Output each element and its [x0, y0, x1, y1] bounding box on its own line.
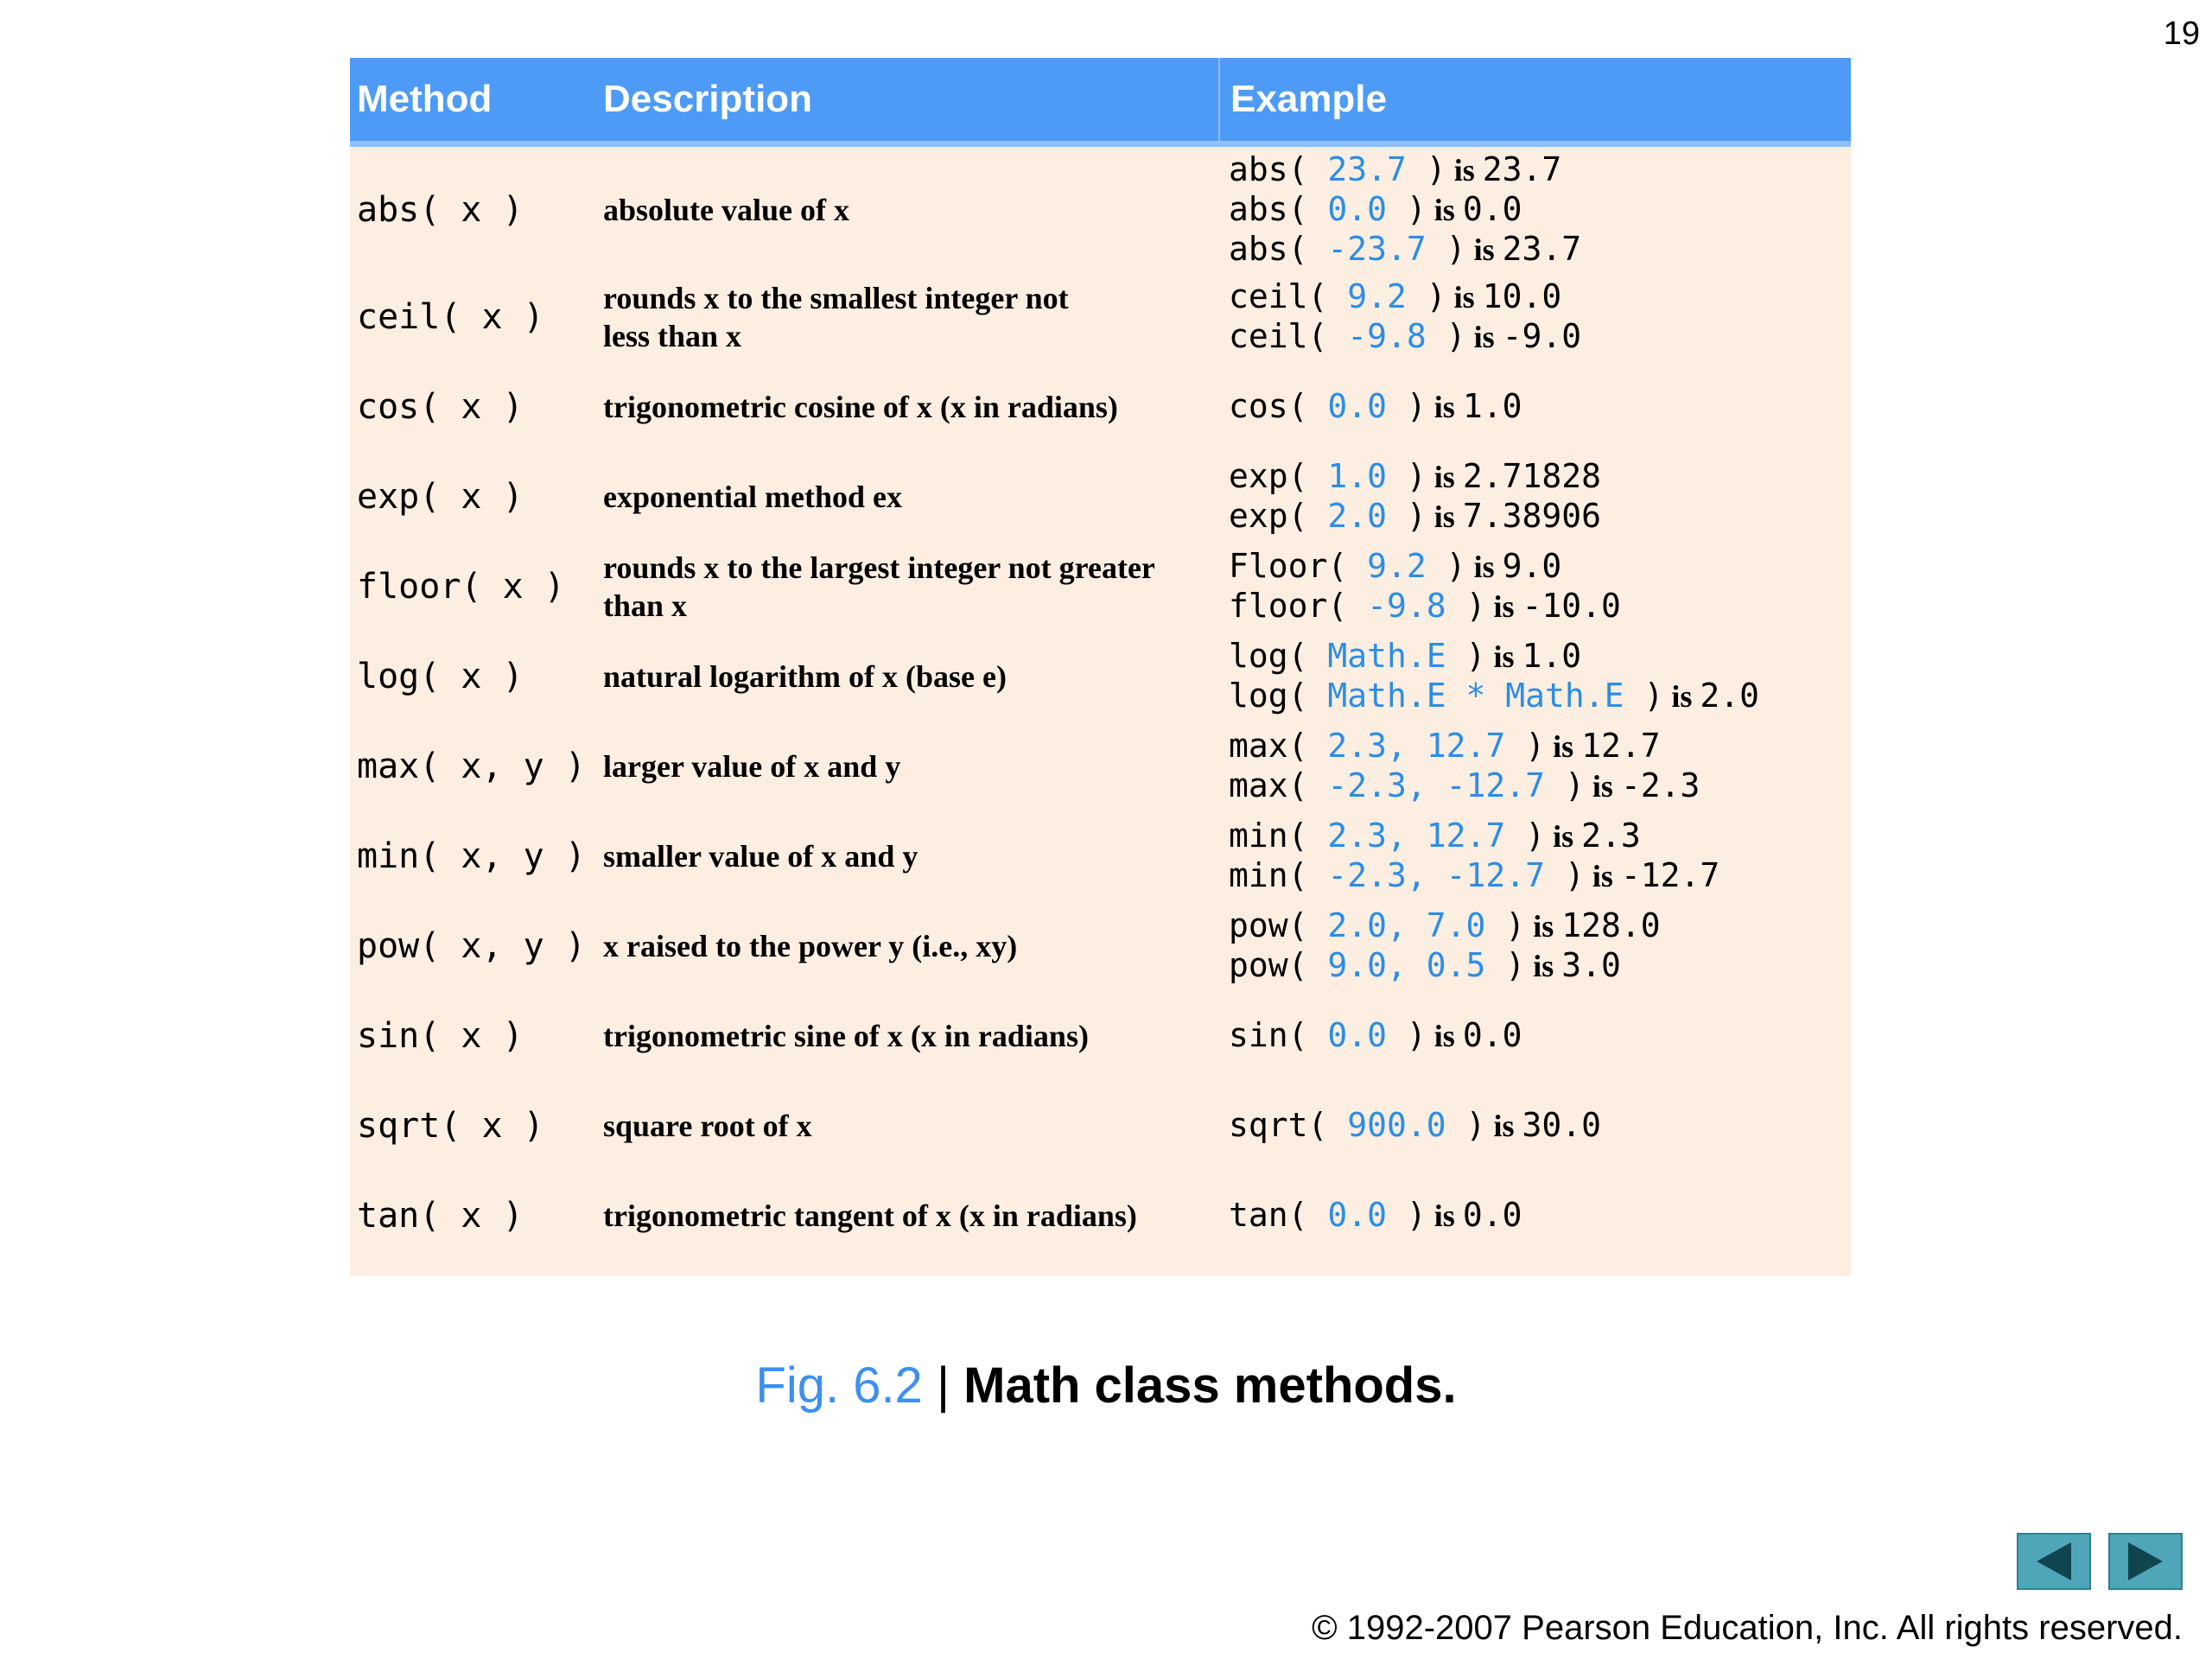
method-cell: [350, 190, 596, 230]
example-cell: [1218, 547, 1851, 626]
example-line: [1229, 817, 1851, 856]
description-cell: [596, 927, 1218, 965]
example-call: sqrt(: [1229, 1106, 1328, 1144]
method-cell: [350, 567, 596, 607]
method-cell: [350, 1196, 596, 1236]
example-cell: [1218, 1016, 1851, 1056]
example-result: 2.3: [1581, 817, 1641, 855]
example-line: [1229, 906, 1851, 946]
example-cell: [1218, 1196, 1851, 1236]
example-is-word: is: [1485, 1109, 1522, 1143]
example-result: -12.7: [1620, 856, 1720, 894]
method-cell: [350, 387, 596, 427]
example-is-word: is: [1426, 390, 1463, 424]
example-call: max(: [1229, 766, 1308, 804]
example-call: log(: [1229, 677, 1308, 715]
method-cell: [350, 747, 596, 786]
example-is-word: is: [1545, 819, 1582, 854]
example-argument: 2.3, 12.7: [1307, 727, 1526, 765]
example-result: 10.0: [1482, 277, 1562, 315]
description-cell: [596, 191, 1218, 229]
example-is-word: is: [1485, 589, 1522, 624]
caption-title: Math class methods.: [963, 1357, 1457, 1414]
example-call: pow(: [1229, 906, 1308, 944]
example-is-word: is: [1446, 280, 1483, 315]
example-is-word: is: [1525, 909, 1562, 944]
example-line: [1229, 727, 1851, 766]
example-line: [1229, 497, 1851, 537]
example-argument: 2.0: [1307, 497, 1407, 535]
example-argument: 23.7: [1307, 149, 1427, 188]
example-is-word: is: [1485, 639, 1522, 674]
next-slide-button[interactable]: [2108, 1533, 2183, 1590]
method-signature: tan( x ): [357, 1196, 524, 1236]
method-signature: max( x, y ): [357, 747, 586, 786]
example-argument: 900.0: [1327, 1106, 1466, 1144]
example-close-paren: ): [1446, 229, 1466, 268]
example-result: 30.0: [1522, 1106, 1601, 1144]
example-call: Floor(: [1229, 547, 1348, 585]
table-row: [350, 362, 1851, 452]
example-argument: 9.2: [1327, 277, 1427, 315]
example-line: [1229, 230, 1851, 270]
example-cell: [1218, 1106, 1851, 1146]
slide-navigation: [2017, 1533, 2183, 1590]
copyright-notice: © 1992-2007 Pearson Education, Inc. All rights reserved.: [1312, 1609, 2183, 1647]
example-result: 0.0: [1462, 1016, 1522, 1054]
method-cell: [350, 477, 596, 517]
example-call: sin(: [1229, 1016, 1308, 1054]
example-call: ceil(: [1229, 317, 1328, 355]
example-close-paren: ): [1406, 387, 1427, 425]
example-result: 23.7: [1482, 149, 1562, 188]
example-line: [1229, 547, 1851, 587]
example-line: [1229, 1106, 1851, 1146]
example-line: [1229, 677, 1851, 716]
example-line: [1229, 1196, 1851, 1236]
table-row: [350, 542, 1851, 632]
table-body: [350, 147, 1851, 1261]
example-call: ceil(: [1229, 277, 1328, 315]
example-cell: [1218, 457, 1851, 537]
example-call: exp(: [1229, 497, 1308, 535]
description-line: larger value of x and y: [603, 749, 901, 784]
right-triangle-icon: [2128, 1542, 2163, 1580]
caption-separator: |: [922, 1357, 964, 1414]
description-line: x raised to the power y (i.e., xy): [603, 929, 1018, 963]
method-cell: [350, 1016, 596, 1056]
example-line: [1229, 587, 1851, 626]
example-is-word: is: [1525, 949, 1562, 983]
example-call: log(: [1229, 637, 1308, 675]
description-cell: [596, 549, 1218, 625]
header-example: Example: [1218, 58, 1851, 141]
example-line: [1229, 190, 1851, 230]
method-signature: floor( x ): [357, 567, 565, 607]
description-line: trigonometric sine of x (x in radians): [603, 1019, 1089, 1053]
method-signature: abs( x ): [357, 189, 524, 230]
example-result: -10.0: [1522, 587, 1621, 625]
example-call: exp(: [1229, 457, 1308, 495]
example-argument: 0.0: [1307, 387, 1407, 425]
example-line: [1229, 317, 1851, 357]
example-line: [1229, 387, 1851, 427]
example-call: cos(: [1229, 387, 1308, 425]
example-close-paren: ): [1564, 766, 1585, 804]
caption-figure-number: Fig. 6.2: [755, 1357, 923, 1414]
table-row: [350, 1081, 1851, 1171]
method-cell: [350, 926, 596, 966]
previous-slide-button[interactable]: [2017, 1533, 2091, 1590]
example-close-paren: ): [1406, 457, 1427, 495]
example-result: 3.0: [1561, 946, 1621, 984]
method-signature: sqrt( x ): [357, 1106, 544, 1146]
example-is-word: is: [1465, 320, 1503, 354]
example-close-paren: ): [1465, 587, 1486, 625]
example-is-word: is: [1663, 679, 1700, 714]
example-line: [1229, 457, 1851, 497]
example-close-paren: ): [1426, 277, 1446, 315]
example-result: 1.0: [1462, 387, 1522, 425]
example-is-word: is: [1426, 499, 1463, 534]
table-row: [350, 901, 1851, 991]
example-is-word: is: [1465, 550, 1503, 584]
example-is-word: is: [1446, 152, 1483, 188]
method-signature: exp( x ): [357, 477, 524, 517]
description-line: less than x: [603, 319, 742, 353]
description-line: square root of x: [603, 1109, 812, 1143]
example-line: [1229, 946, 1851, 986]
example-line: [1229, 856, 1851, 896]
example-result: -9.0: [1502, 317, 1582, 355]
example-line: [1229, 150, 1851, 190]
example-close-paren: ): [1465, 1106, 1486, 1144]
description-line: trigonometric tangent of x (x in radians): [603, 1198, 1137, 1233]
example-result: 2.71828: [1462, 457, 1601, 495]
example-cell: [1218, 727, 1851, 806]
method-signature: sin( x ): [357, 1016, 524, 1056]
example-call: min(: [1229, 856, 1308, 894]
example-close-paren: ): [1406, 189, 1427, 228]
math-methods-table: [350, 58, 1851, 1276]
example-call: floor(: [1229, 587, 1348, 625]
description-cell: [596, 1017, 1218, 1055]
example-close-paren: ): [1446, 547, 1466, 585]
description-cell: [596, 837, 1218, 875]
table-row: [350, 272, 1851, 362]
example-line: [1229, 637, 1851, 677]
example-result: 12.7: [1581, 727, 1661, 765]
description-line: natural logarithm of x (base e): [603, 659, 1007, 694]
description-line: than x: [603, 588, 688, 623]
example-argument: -9.8: [1327, 317, 1446, 355]
example-close-paren: ): [1505, 946, 1526, 984]
figure-caption: [0, 1357, 2212, 1414]
example-result: -2.3: [1620, 766, 1700, 804]
example-argument: -2.3, -12.7: [1307, 856, 1565, 894]
example-close-paren: ): [1564, 856, 1585, 894]
table-row: [350, 1171, 1851, 1261]
example-cell: [1218, 637, 1851, 716]
example-cell: [1218, 150, 1851, 270]
example-call: abs(: [1229, 149, 1308, 188]
example-cell: [1218, 906, 1851, 986]
example-cell: [1218, 387, 1851, 427]
description-cell: [596, 1197, 1218, 1235]
example-argument: 9.0, 0.5: [1307, 946, 1506, 984]
method-signature: min( x, y ): [357, 836, 586, 876]
example-close-paren: ): [1525, 817, 1546, 855]
table-row: [350, 632, 1851, 721]
example-argument: Math.E: [1307, 637, 1466, 675]
description-cell: [596, 658, 1218, 696]
description-cell: [596, 279, 1218, 355]
table-row: [350, 452, 1851, 542]
example-is-word: is: [1545, 729, 1582, 764]
example-cell: [1218, 277, 1851, 357]
example-close-paren: ): [1505, 906, 1526, 944]
example-result: 9.0: [1502, 547, 1562, 585]
method-cell: [350, 836, 596, 876]
example-close-paren: ): [1406, 1196, 1427, 1234]
method-cell: [350, 657, 596, 696]
example-call: min(: [1229, 817, 1308, 855]
table-row: [350, 147, 1851, 272]
table-row: [350, 721, 1851, 811]
description-line: rounds x to the smallest integer not: [603, 281, 1069, 315]
example-result: 0.0: [1462, 1196, 1522, 1234]
example-close-paren: ): [1406, 497, 1427, 535]
description-cell: [596, 1107, 1218, 1145]
example-result: 0.0: [1462, 189, 1522, 228]
description-line: smaller value of x and y: [603, 839, 918, 874]
example-result: 2.0: [1700, 677, 1759, 715]
example-close-paren: ): [1643, 677, 1664, 715]
example-is-word: is: [1426, 460, 1463, 494]
example-argument: -23.7: [1307, 229, 1446, 268]
description-line: rounds x to the largest integer not greater: [603, 550, 1155, 585]
example-argument: 1.0: [1307, 457, 1407, 495]
method-signature: pow( x, y ): [357, 926, 586, 966]
example-line: [1229, 1016, 1851, 1056]
example-is-word: is: [1426, 1019, 1463, 1053]
left-triangle-icon: [2037, 1542, 2071, 1580]
example-cell: [1218, 817, 1851, 896]
example-call: max(: [1229, 727, 1308, 765]
example-is-word: is: [1584, 859, 1621, 893]
method-cell: [350, 1106, 596, 1146]
example-argument: 0.0: [1307, 189, 1407, 228]
example-call: tan(: [1229, 1196, 1308, 1234]
example-call: pow(: [1229, 946, 1308, 984]
description-cell: [596, 747, 1218, 785]
example-result: 1.0: [1522, 637, 1582, 675]
example-argument: 9.2: [1347, 547, 1446, 585]
example-close-paren: ): [1426, 149, 1446, 188]
example-result: 23.7: [1502, 229, 1582, 268]
description-cell: [596, 388, 1218, 426]
example-result: 128.0: [1561, 906, 1661, 944]
table-row: [350, 811, 1851, 901]
description-line: absolute value of x: [603, 192, 850, 227]
example-close-paren: ): [1525, 727, 1546, 765]
example-line: [1229, 277, 1851, 317]
example-argument: Math.E * Math.E: [1307, 677, 1644, 715]
slide-number: 19: [2163, 16, 2200, 52]
example-close-paren: ): [1465, 637, 1486, 675]
description-line: trigonometric cosine of x (x in radians): [603, 390, 1118, 424]
header-method: Method: [357, 78, 493, 120]
example-argument: 2.0, 7.0: [1307, 906, 1506, 944]
example-is-word: is: [1426, 192, 1463, 227]
method-signature: log( x ): [357, 657, 524, 696]
example-line: [1229, 766, 1851, 806]
example-argument: 0.0: [1307, 1196, 1407, 1234]
description-line: exponential method ex: [603, 480, 902, 514]
example-is-word: is: [1426, 1198, 1463, 1233]
example-argument: 0.0: [1307, 1016, 1407, 1054]
table-row: [350, 991, 1851, 1081]
example-argument: -9.8: [1347, 587, 1466, 625]
table-header: [350, 58, 1851, 147]
description-cell: [596, 478, 1218, 516]
header-description: Description: [603, 78, 813, 120]
example-is-word: is: [1584, 769, 1621, 804]
example-call: abs(: [1229, 189, 1308, 228]
example-is-word: is: [1465, 232, 1503, 267]
example-argument: 2.3, 12.7: [1307, 817, 1526, 855]
method-signature: ceil( x ): [357, 297, 544, 337]
method-cell: [350, 297, 596, 337]
example-result: 7.38906: [1462, 497, 1601, 535]
example-close-paren: ): [1406, 1016, 1427, 1054]
method-signature: cos( x ): [357, 387, 524, 427]
example-close-paren: ): [1446, 317, 1466, 355]
example-call: abs(: [1229, 229, 1308, 268]
example-argument: -2.3, -12.7: [1307, 766, 1565, 804]
